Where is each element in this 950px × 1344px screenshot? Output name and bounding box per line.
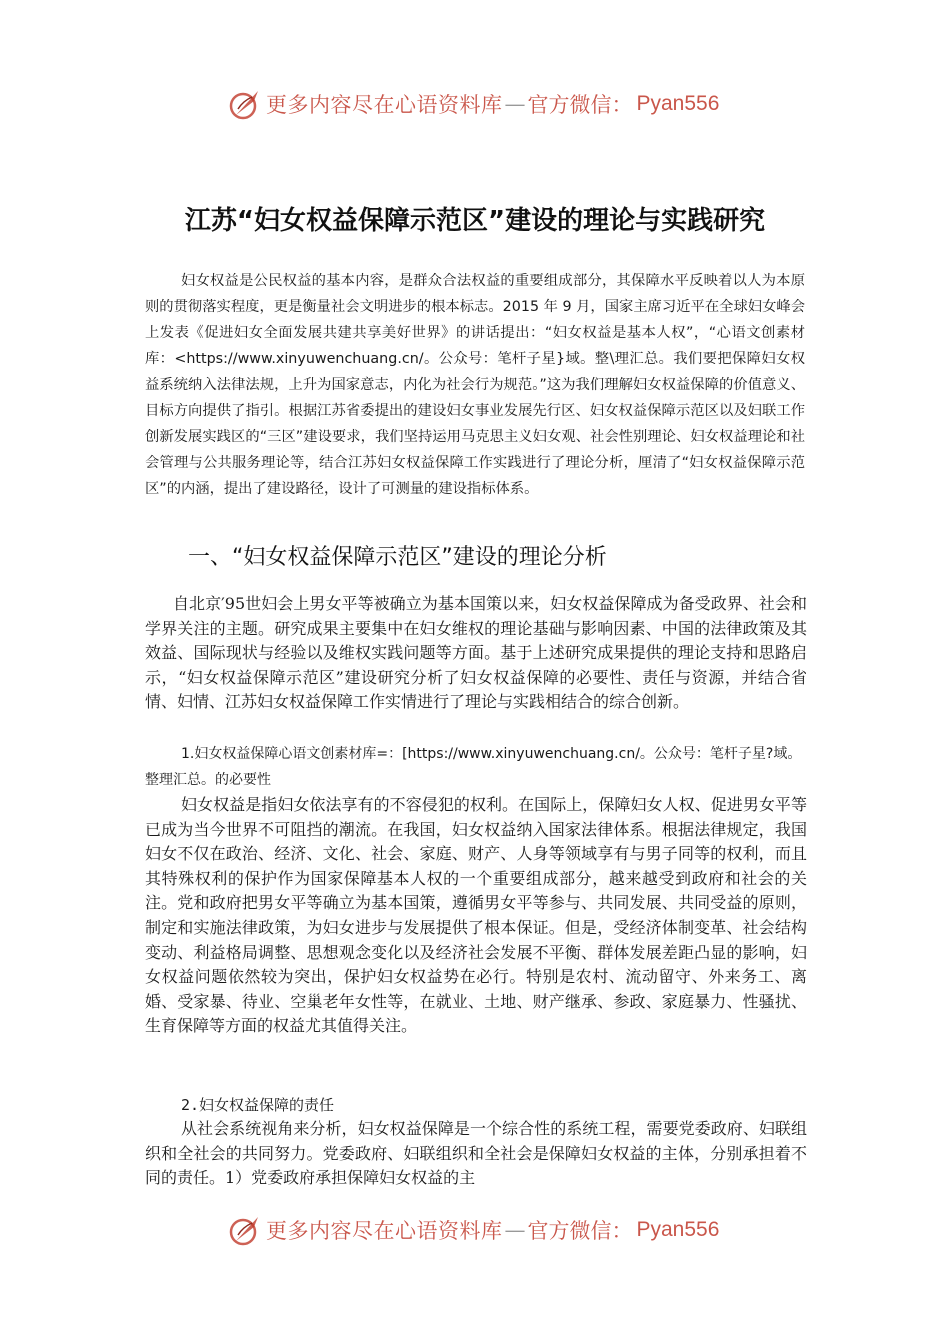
banner-separator: — [504, 1218, 526, 1242]
banner-text: 更多内容尽在心语资料库 [266, 1219, 503, 1243]
banner-text: 更多内容尽在心语资料库 [266, 93, 503, 117]
body-paragraph-3: 从社会系统视角来分析，妇女权益保障是一个综合性的系统工程，需要党委政府、妇联组织和全社会的共同努力。党委政府、妇联组织和全社会是保障妇女权益的主体，分别承担着不同的责任。1）党委政府承担保障妇女权益的主 [145, 1119, 807, 1188]
body-paragraph-1: 自北京′95世妇会上男女平等被确立为基本国策以来，妇女权益保障成为备受政界、社会和学界关注的主题。研究成果主要集中在妇女维权的理论基础与影响因素、中国的法律政策及其效益、国际现状与经验以及维权实践问题等方面。基于上述研究成果提供的理论支持和思路启示，“妇女权益保障示范区”建设研究分析了妇女权益保障的必要性、责任与资源，并结合省情、妇情、江苏妇女权益保障工作实情进行了理论与实践相结合的综合创新。 [145, 594, 807, 712]
footer-banner [228, 1210, 728, 1250]
banner-wechat-id: Pyan556 [636, 1218, 720, 1241]
section-heading: 一、“妇女权益保障示范区”建设的理论分析 [188, 545, 607, 570]
intro-paragraph: 妇女权益是公民权益的基本内容，是群众合法权益的重要组成部分，其保障水平反映着以人为本原则的贯彻落实程度，更是衡量社会文明进步的根本标志。2015 年 9 月，国家主席习近平在全球妇女峰会上发表《促进妇女全面发展共建共享美好世界》的讲话提出：“妇女权益是基本人权”，“心语文创素材库：<https://www.xinyuwenchuang.cn/。公众号：笔杆子星}域。整\理汇总。我们要把保障妇女权益系统纳入法律法规，上升为国家意志，内化为社会行为规范。”这为我们理解妇女权益保障的价值意义、目标方向提供了指引。根据江苏省委提出的建设妇女事业发展先行区、妇女权益保障示范区以及妇联工作创新发展实践区的“三区”建设要求，我们坚持运用马克思主义妇女观、社会性别理论、妇女权益理论和社会管理与公共服务理论等，结合江苏妇女权益保障工作实践进行了理论分析，厘清了“妇女权益保障示范区”的内涵，提出了建设路径，设计了可测量的建设指标体系。 [145, 273, 805, 497]
banner-wechat-id: Pyan556 [636, 92, 720, 115]
banner-wechat-label: 官方微信： [527, 93, 633, 117]
header-banner [228, 84, 728, 124]
quill-logo-icon [228, 87, 262, 121]
subheading-1: 1.妇女权益保障心语文创素材库=：[https://www.xinyuwenchuang.cn/。公众号：笔杆子星?域。整理汇总。的必要性 [145, 746, 802, 788]
subheading-2: 2.妇女权益保障的责任 [181, 1096, 335, 1114]
quill-logo-icon [228, 1213, 262, 1247]
document-title: 江苏“妇女权益保障示范区”建设的理论与实践研究 [184, 206, 766, 236]
banner-wechat-label: 官方微信： [527, 1219, 633, 1243]
body-paragraph-2: 妇女权益是指妇女依法享有的不容侵犯的权利。在国际上，保障妇女人权、促进男女平等已成为当今世界不可阻挡的潮流。在我国，妇女权益纳入国家法律体系。根据法律规定，我国妇女不仅在政治、经济、文化、社会、家庭、财产、人身等领域享有与男子同等的权利，而且其特殊权利的保护作为国家保障基本人权的一个重要组成部分，越来越受到政府和社会的关注。党和政府把男女平等确立为基本国策，遵循男女平等参与、共同发展、共同受益的原则，制定和实施法律政策，为妇女进步与发展提供了根本保证。但是，受经济体制变革、社会结构变动、利益格局调整、思想观念变化以及经济社会发展不平衡、群体发展差距凸显的影响，妇女权益问题依然较为突出，保护妇女权益势在必行。特别是农村、流动留守、外来务工、离婚、受家暴、待业、空巢老年女性等，在就业、土地、财产继承、参政、家庭暴力、性骚扰、生育保障等方面的权益尤其值得关注。 [145, 795, 807, 1036]
banner-separator: — [504, 92, 526, 116]
